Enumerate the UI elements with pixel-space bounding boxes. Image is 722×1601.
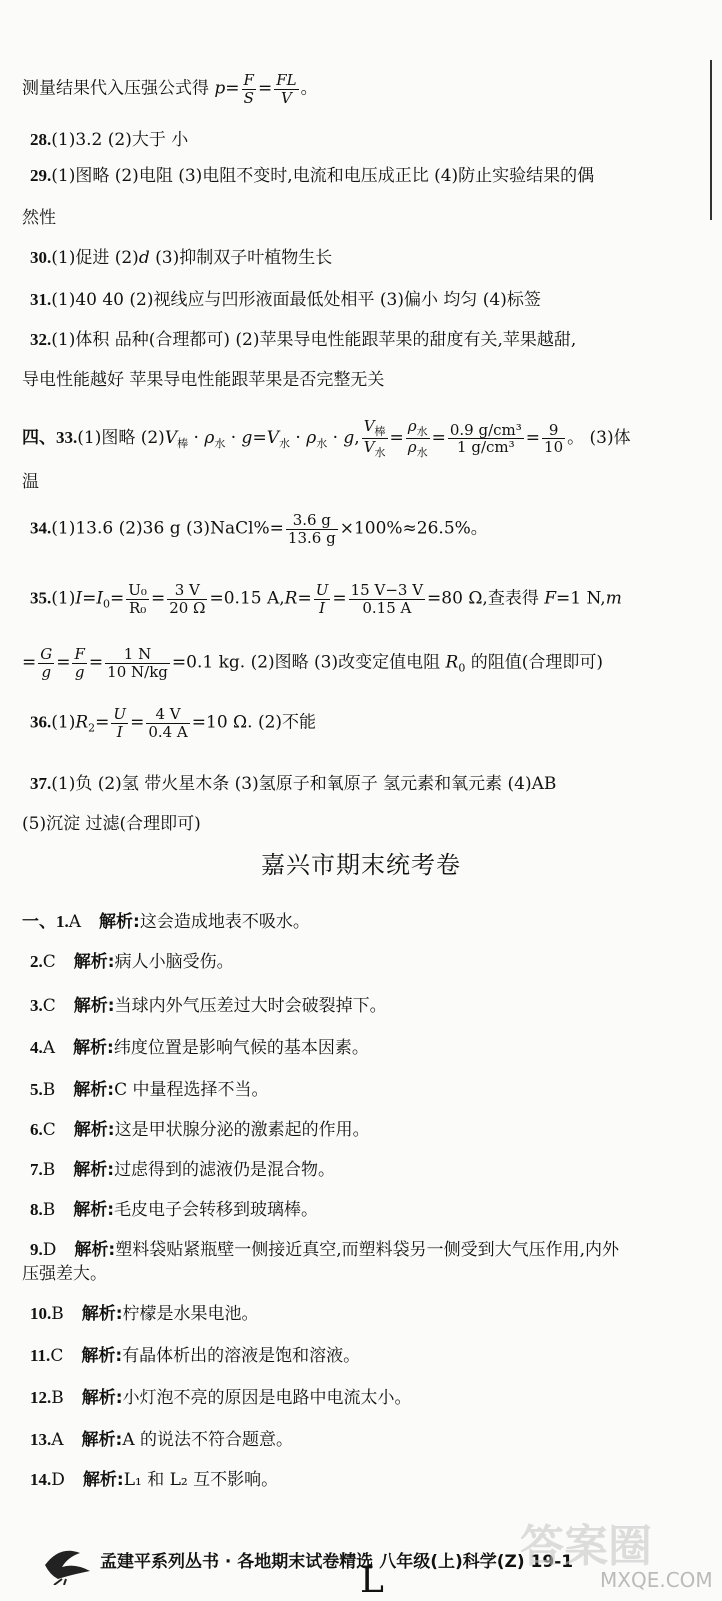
page-edge-mark: [710, 60, 722, 220]
answer-choice: A: [42, 1038, 56, 1058]
answer-number: 13.: [30, 1430, 52, 1449]
answer-number: 2.: [30, 952, 43, 971]
answer-row: [30, 1198, 318, 1222]
answer-label: 解析:: [81, 1304, 123, 1324]
answer-label: 解析:: [73, 1080, 115, 1100]
answer-choice: D: [42, 1240, 57, 1260]
answer-row: [22, 910, 310, 934]
answer-choice: B: [51, 1388, 64, 1408]
answer-9-cont: 压强差大。: [22, 1264, 107, 1284]
answer-number: 10.: [30, 1304, 52, 1323]
answer-row: [30, 1428, 293, 1452]
answer-row: [30, 1078, 268, 1102]
question-33: 四、33.(1)图略 $(2)V_棒 \cdot \rho_水 \cdot g=V_水 \cdot \rho_水 \cdot g$, $\frac{V_棒}{V_水}$ = $\frac{\rho_水}{\rho_水}$ = $\frac{\text{0.9 g/cm³}}{\text{1 g/cm³}}$ = $\frac{9}{10}$ 。 (3)体: [22, 417, 631, 460]
answer-label: 解析:: [81, 1430, 123, 1450]
question-30: 30.(1)促进 (2)d (3)抑制双子叶植物生长: [30, 248, 333, 268]
answer-explanation: 柠檬是水果电池。: [122, 1304, 259, 1324]
answer-row: [30, 1158, 335, 1182]
bird-logo-icon: [40, 1535, 100, 1585]
question-37-cont: (5)沉淀 过滤(合理即可): [22, 814, 201, 834]
question-32-cont: 导电性能越好 苹果导电性能跟苹果是否完整无关: [22, 370, 385, 390]
question-37: 37.(1)负 (2)氢 带火星木条 (3)氢原子和氧原子 氢元素和氧元素 (4)AB: [30, 774, 557, 794]
answer-label: 解析:: [81, 1388, 123, 1408]
watermark: 答案圈: [520, 1521, 652, 1572]
answer-row: [30, 950, 234, 974]
question-36: $36.(1)R_2=$ $\frac{U}{I}$ = $\frac{4 V}{0.4 A}$ =10 Ω. (2)不能: [30, 705, 317, 741]
answer-choice: D: [51, 1470, 65, 1490]
answer-row: [30, 1468, 278, 1492]
answer-explanation: C 中量程选择不当。: [114, 1080, 269, 1100]
section-title: 嘉兴市期末统考卷: [261, 851, 461, 879]
answer-number: 8.: [30, 1200, 43, 1219]
answer-label: 解析:: [73, 1120, 115, 1140]
answer-number: 7.: [30, 1160, 43, 1179]
question-28: 28.(1)3.2 (2)大于 小: [30, 130, 189, 150]
answer-number: 11.: [30, 1346, 51, 1365]
answer-label: 解析:: [82, 1470, 124, 1490]
answer-choice: A: [68, 912, 82, 932]
question-35: $35.(1)I=I_0=$ $\frac{\text{U₀}}{\text{R₀}}$ = $\frac{3 V}{20 \Omega}$ =0.15 A,R= $\frac{U}{I}$ = $\frac{15 V-3 V}{0.15 A}$ =80 Ω,查表得 F=1 N,m: [30, 581, 622, 617]
answer-choice: B: [42, 1200, 56, 1220]
answer-row: [30, 1118, 370, 1142]
answer-number: 5.: [30, 1080, 43, 1099]
answer-row: [30, 994, 387, 1018]
formula-line-pressure: 测量结果代入压强公式得 p= $\frac{F}{S}$ = $\frac{FL}{V}$ 。: [22, 71, 318, 107]
question-35-cont: = $\frac{G}{g}$ = $\frac{F}{g}$ = $\frac{1 N}{10 N/kg}$ =0.1 kg. (2)图略 (3)改变定值电阻 $R_0$ 的阻值(合理即可): [22, 645, 604, 681]
question-29-cont: 然性: [22, 208, 56, 228]
answer-choice: B: [51, 1304, 64, 1324]
answer-explanation: 病人小脑受伤。: [114, 952, 234, 972]
page-mark: L: [360, 1560, 384, 1601]
question-31: 31.(1)40 40 (2)视线应与凹形液面最低处相平 (3)偏小 均匀 (4)标签: [30, 290, 541, 310]
answer-number: 6.: [30, 1120, 43, 1139]
watermark-url: MXQE.COM: [600, 1568, 713, 1592]
answer-choice: B: [42, 1160, 56, 1180]
answer-explanation: 小灯泡不亮的原因是电路中电流太小。: [122, 1388, 412, 1408]
answer-choice: C: [42, 1120, 56, 1140]
answer-choice: C: [50, 1346, 64, 1366]
answer-explanation: 纬度位置是影响气候的基本因素。: [113, 1038, 369, 1058]
answer-choice: C: [42, 996, 56, 1016]
answer-label: 解析:: [81, 1346, 123, 1366]
answer-explanation: 过虑得到的滤液仍是混合物。: [114, 1160, 336, 1180]
answer-number: 9.: [30, 1240, 43, 1259]
answer-row: [30, 1036, 369, 1060]
answer-label: 解析:: [73, 996, 115, 1016]
answer-explanation: A 的说法不符合题意。: [122, 1430, 294, 1450]
footer-text: 孟建平系列丛书 · 各地期末试卷精选 八年级(上)科学(Z) 19-1: [100, 1552, 574, 1572]
answer-row: [30, 1344, 360, 1368]
answer-label: 解析:: [73, 952, 115, 972]
answer-number: 14.: [30, 1470, 52, 1489]
answer-number: 12.: [30, 1388, 52, 1407]
question-33-cont: 温: [22, 472, 39, 492]
answer-label: 解析:: [73, 1200, 115, 1220]
question-29: 29.(1)图略 (2)电阻 (3)电阻不变时,电流和电压成正比 (4)防止实验结果的偶: [30, 166, 595, 186]
answer-number: 4.: [30, 1038, 43, 1057]
answer-choice: C: [42, 952, 56, 972]
answer-label: 解析:: [73, 1038, 114, 1058]
answer-explanation: 有晶体析出的溶液是饱和溶液。: [122, 1346, 361, 1366]
answer-label: 解析:: [74, 1240, 116, 1260]
answer-choice: A: [51, 1430, 64, 1450]
answer-explanation: 这会造成地表不吸水。: [139, 912, 310, 932]
answer-explanation: 当球内外气压差过大时会破裂掉下。: [114, 996, 387, 1016]
question-34: 34.(1)13.6 (2)36 g (3)NaCl%= $\frac{3.6 g}{13.6 g}$ ×100%≈26.5%。: [30, 511, 488, 547]
answer-label: 解析:: [73, 1160, 115, 1180]
answer-label: 解析:: [99, 912, 140, 932]
answer-row: [30, 1386, 412, 1410]
answer-choice: B: [42, 1080, 56, 1100]
answer-explanation: 这是甲状腺分泌的激素起的作用。: [114, 1120, 370, 1140]
answer-explanation: L₁ 和 L₂ 互不影响。: [123, 1470, 279, 1490]
question-32: 32.(1)体积 品种(合理都可) (2)苹果导电性能跟苹果的甜度有关,苹果越甜,: [30, 330, 577, 350]
answer-number: 一、1.: [22, 912, 69, 931]
answer-explanation: 毛皮电子会转移到玻璃棒。: [114, 1200, 319, 1220]
answer-explanation: 塑料袋贴紧瓶壁一侧接近真空,而塑料袋另一侧受到大气压作用,内外: [115, 1240, 620, 1260]
answer-number: 3.: [30, 996, 43, 1015]
answer-row: [30, 1238, 619, 1262]
answer-row: [30, 1302, 259, 1326]
